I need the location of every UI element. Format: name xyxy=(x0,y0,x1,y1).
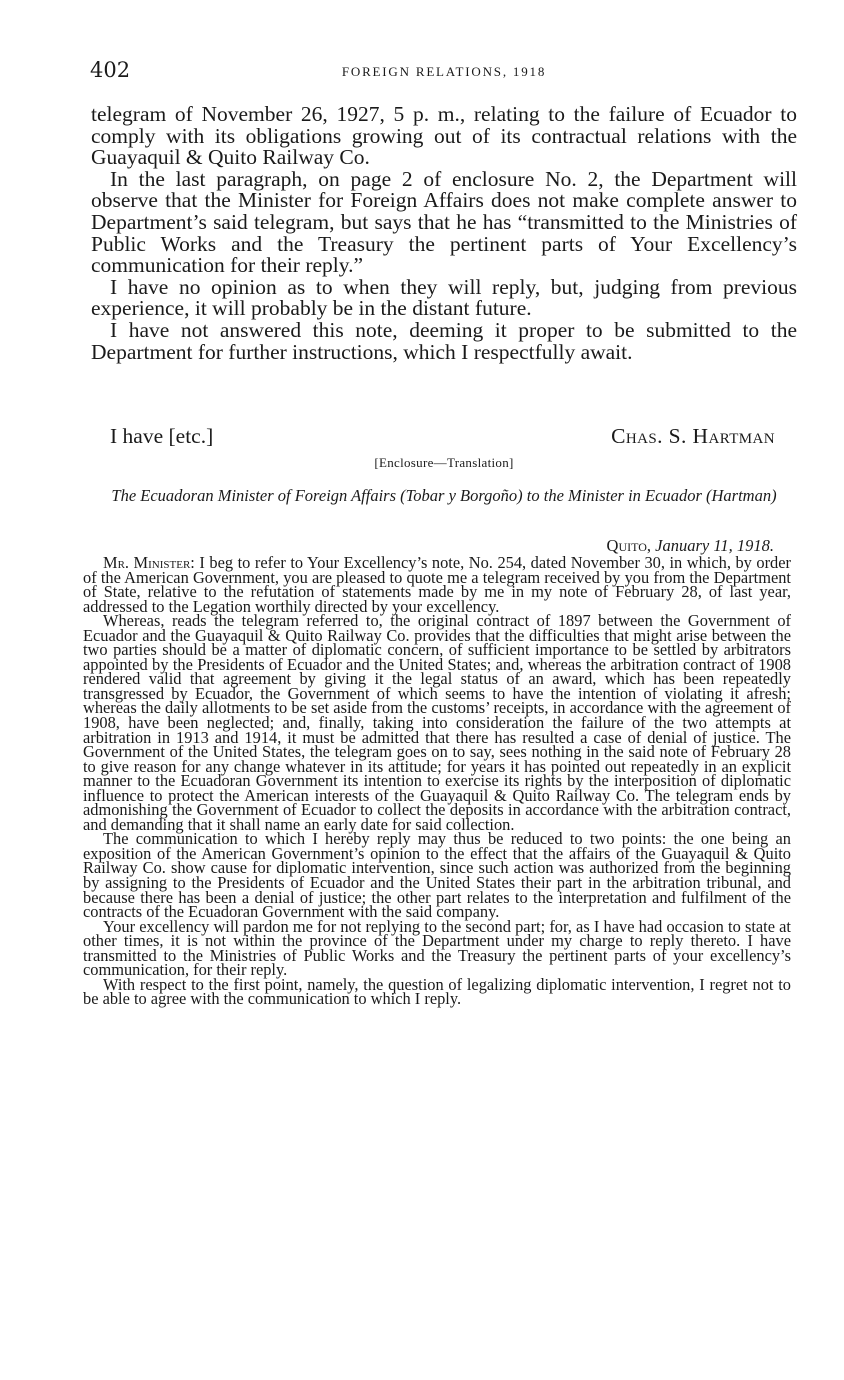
letter-closing xyxy=(91,424,797,448)
letter-paragraph: telegram of November 26, 1927, 5 p. m., relating to the failure of Ecuador to comply with its obligations growing out of its contractual relations with the Guayaquil & Quito Railway Co. xyxy=(91,102,797,170)
date: January 11, 1918. xyxy=(655,536,774,555)
enclosure-paragraph: The communication to which I hereby reply may thus be reduced to two points: the one being an exposition of the American Government’s opinion to the effect that the affairs of the Guayaquil & Quito Railway Co. show cause for diplomatic intervention, since such action was authorized from the beginning by assigning to the Presidents of Ecuador and the United States their part in the arbitration tribunal, and because there has been a denial of justice; the other part relates to the interpretation and fulfilment of the contracts of the Ecuadoran Government with the said company. xyxy=(83,829,791,922)
enclosure-paragraph: Your excellency will pardon me for not replying to the second part; for, as I have had occasion to state at other times, it is not within the province of the Department under my charge to reply thereto. I have transmitted to the Ministries of Public Works and the Treasury the pertinent parts of your excellency’s communication, for their reply. xyxy=(83,916,791,980)
place: Quito, xyxy=(606,536,652,555)
closing-text: I have [etc.] xyxy=(110,424,214,448)
salutation: Mr. Minister: xyxy=(103,553,195,572)
letter-body xyxy=(91,104,797,363)
letter-paragraph: I have not answered this note, deeming it proper to be submitted to the Department for further instructions, which I respectfully await. xyxy=(91,317,797,364)
enclosure-paragraph-text: I beg to refer to Your Excellency’s note, No. 254, dated November 30, in which, by order of the American Government, you are pleased to quote me a telegram received by you from the Department of State, relative to the refutation of statements made by me in my note of February 28, of last year, addressed to the Legation worthily directed by your excellency. xyxy=(83,553,791,616)
page-header xyxy=(88,58,800,84)
enclosure-paragraph xyxy=(83,553,791,616)
page-number: 402 xyxy=(90,58,131,82)
enclosure-title: The Ecuadoran Minister of Foreign Affairs (Tobar y Borgoño) to the Minister in Ecuador (Hartman) xyxy=(111,486,777,505)
enclosure-label: [Enclosure—Translation] xyxy=(374,455,514,470)
letter-paragraph: In the last paragraph, on page 2 of enclosure No. 2, the Department will observe that the Minister for Foreign Affairs does not make complete answer to Department’s said telegram, but says that he has “transmitted to the Ministries of Public Works and the Treasury the pertinent parts of Your Excellency’s communication for their reply.” xyxy=(91,166,797,278)
enclosure-body xyxy=(83,553,791,1009)
enclosure-paragraph: With respect to the first point, namely, the question of legalizing diplomatic intervention, I regret not to be able to agree with the communication to which I reply. xyxy=(83,974,791,1009)
letter-paragraph: I have no opinion as to when they will reply, but, judging from previous experience, it will probably be in the distant future. xyxy=(91,274,797,321)
enclosure-paragraph: Whereas, reads the telegram referred to, the original contract of 1897 between the Government of Ecuador and the Guayaquil & Quito Railway Co. provides that the difficulties that might arise between the two parties should be a matter of diplomatic concern, of sufficient importance to be settled by arbitrators appointed by the Presidents of Ecuador and the United States; and, whereas the arbitration contract of 1908 rendered valid that agreement by giving it the legal status of an award, which has been repeatedly transgressed by Ecuador, the Government of which seems to have the intention of violating it afresh; whereas the daily allotments to be set aside from the customs’ receipts, in accordance with the agreement of 1908, have been neglected; and, finally, taking into consideration the failure of the two attempts at arbitration in 1913 and 1914, it must be admitted that there has resulted a case of denial of justice. The Government of the United States, the telegram goes on to say, sees nothing in the said note of February 28 to give reason for any change whatever in its attitude; for years it has pointed out repeatedly in an explicit manner to the Ecuadoran Government its intention to exercise its rights by the interposition of diplomatic influence to protect the American interests of the Guayaquil & Quito Railway Co. The telegram ends by admonishing the Government of Ecuador to collect the deposits in accordance with the arbitration contract, and demanding that it shall name an early date for said collection. xyxy=(83,611,791,834)
signature: Chas. S. Hartman xyxy=(611,424,775,448)
running-title: FOREIGN RELATIONS, 1918 xyxy=(341,64,547,79)
